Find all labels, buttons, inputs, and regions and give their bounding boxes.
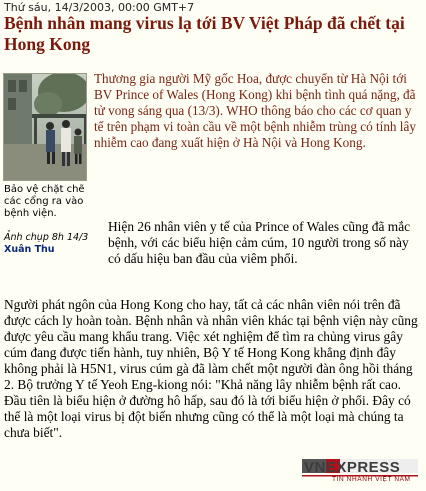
article-photo [3, 73, 87, 181]
vnexpress-logo [302, 456, 420, 486]
dateline: Thứ sáu, 14/3/2003, 00:00 GMT+7 [4, 1, 195, 14]
lead-paragraph: Thương gia người Mỹ gốc Hoa, được chuyển từ Hà Nội tới BV Prince of Wales (Hong Kong) khi bệnh tình quá nặng, đã tử vong sáng qua (13/3). WHO thông báo cho các cơ quan y tế trên phạm vi toàn cầu về một bệnh nhiễm trùng có tính lây nhiễm cao đang xuất hiện ở Hà Nội và Hong Kong. [94, 71, 416, 150]
headline: Bệnh nhân mang virus lạ tới BV Việt Pháp đã chết tại Hong Kong [4, 13, 405, 54]
body-paragraph: Hiện 26 nhân viên y tế của Prince of Wales cũng đã mắc bệnh, với các biểu hiện cảm cúm, 10 người trong số này có dấu hiệu ban đầu của viêm phổi. [108, 219, 411, 266]
vnexpress-tagline: TIN NHANH VIỆT NAM [332, 476, 411, 483]
photo-credit-label: Ảnh chụp 8h 14/3 [4, 232, 89, 243]
photo-credit [4, 232, 94, 256]
body-paragraph: Người phát ngôn của Hong Kong cho hay, tất cả các nhân viên nói trên đã được cách ly hoàn toàn. Bệnh nhân và nhân viên khác tại bệnh viện này cũng được yêu cầu mang khẩu trang. Việc xét nghiệm để tìm ra chủng virus gây cúm đang được tiến hành, tuy nhiên, Bộ Y tế Hong Kong khẳng định đây không phải là H5N1, virus cúm gà đã làm chết một người đàn ông hồi tháng 2. Bộ trưởng Y tế Yeoh Eng-kiong nói: "Khả năng lây nhiễm bệnh rất cao. Đầu tiên là biểu hiện ở đường hô hấp, sau đó là tới biểu hiện ở phổi. Đây có thể là một loại virus bị đột biến nhưng cũng có thể là một loại mà chúng ta chưa biết". [4, 297, 418, 440]
hospital-entrance-photo [4, 74, 87, 181]
photo-credit-author: Xuân Thu [4, 244, 55, 255]
photo-caption: Bảo vệ chặt chẽ các cổng ra vào bệnh viện. [4, 184, 85, 219]
vnexpress-wordmark: VNEXPRESS [304, 459, 401, 476]
